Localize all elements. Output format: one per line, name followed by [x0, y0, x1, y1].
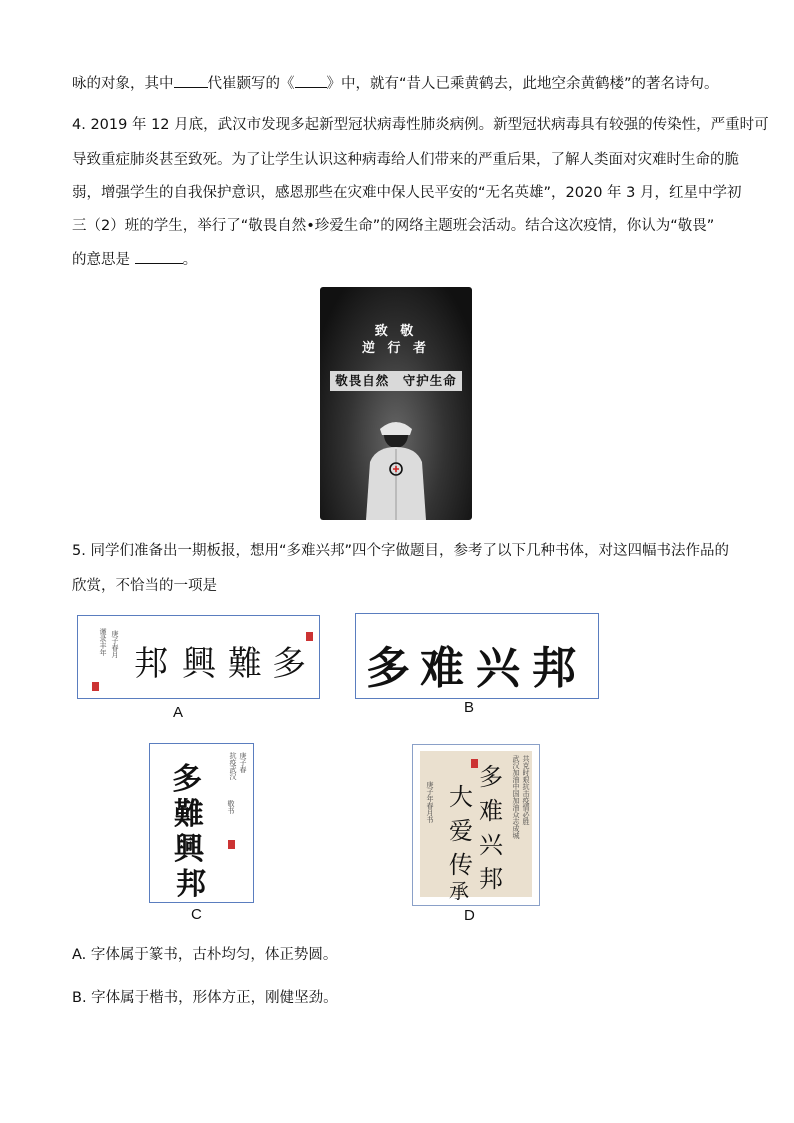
inscription-d-3: 共克时艰抗击疫情必胜 — [522, 755, 530, 825]
seal-a — [92, 682, 99, 691]
inscription-c-2: 庚子春 — [239, 752, 247, 773]
q4-line-2: 导致重症肺炎甚至致死。为了让学生认识这种病毒给人们带来的严重后果，了解人类面对灾难时生命的脆 — [72, 152, 739, 168]
prev-line — [72, 73, 719, 94]
inscription-c-3: 敬书 — [227, 800, 235, 814]
char-b-3: 兴 — [476, 643, 520, 694]
char-c-4: 邦 — [176, 867, 206, 902]
doctor-figure-illustration — [320, 287, 472, 520]
answer-blank-dynasty[interactable] — [174, 73, 208, 88]
answer-blank-meaning[interactable] — [135, 249, 183, 264]
char-c-3: 興 — [174, 832, 204, 867]
seal-c — [228, 840, 235, 849]
calligraphy-d — [412, 744, 540, 906]
label-c: C — [191, 906, 202, 923]
q4-line-1: 4. 2019 年 12 月底，武汉市发现多起新型冠状病毒性肺炎病例。新型冠状病毒具有较强的传染性，严重时可 — [72, 117, 769, 133]
char-d-1: 多 — [479, 763, 503, 791]
char-b-1: 多 — [366, 643, 410, 694]
char-d-7: 传 — [449, 851, 473, 879]
inscription-d-1: 庚子年春月书 — [426, 781, 434, 823]
seal-d — [471, 759, 478, 768]
prev-text-2: 代崔颢写的《 — [207, 76, 295, 92]
q4-line-4: 三（2）班的学生，举行了“敬畏自然•珍爱生命”的网络主题班会活动。结合这次疫情，你认为“敬畏” — [72, 218, 715, 234]
option-a[interactable]: A. 字体属于篆书，古朴均匀，体正势圆。 — [72, 947, 338, 963]
inscription-a-1: 谨录丰年 — [99, 628, 107, 656]
char-b-4: 邦 — [532, 643, 576, 694]
char-b-2: 难 — [420, 643, 464, 694]
calligraphy-b — [355, 613, 599, 699]
prev-text-3: 》中，就有“昔人已乘黄鹤去，此地空余黄鹤楼”的著名诗句。 — [326, 76, 719, 92]
option-b[interactable]: B. 字体属于楷书，形体方正，刚健坚劲。 — [72, 990, 338, 1006]
inscription-d-2: 武汉加油中国加油众志成城 — [512, 755, 520, 839]
char-d-3: 兴 — [479, 831, 503, 859]
q5-line-1: 5. 同学们准备出一期板报，想用“多难兴邦”四个字做题目，参考了以下几种书体，对这四幅书法作品的 — [72, 543, 729, 559]
q4-period: 。 — [182, 252, 198, 268]
label-d: D — [464, 907, 475, 924]
q4-line-5 — [72, 249, 197, 270]
q5-line-2: 欣赏，不恰当的一项是 — [72, 578, 217, 594]
q4-text-end: 的意思是 — [72, 252, 130, 268]
char-d-5: 大 — [449, 783, 473, 811]
char-c-1: 多 — [172, 762, 202, 797]
char-a-3: 難 — [228, 644, 262, 684]
poster-line-1: 致 敬 — [374, 324, 418, 339]
char-c-2: 難 — [174, 797, 204, 832]
char-a-4: 多 — [272, 644, 306, 684]
label-b: B — [464, 699, 475, 716]
inscription-a-2: 庚子春月 — [111, 630, 119, 658]
char-d-8: 承 — [449, 879, 469, 903]
seal-a-2 — [306, 632, 313, 641]
prev-text-1: 咏的对象，其中 — [72, 76, 174, 92]
poster-banner: 敬畏自然 守护生命 — [330, 371, 462, 391]
calligraphy-a — [77, 615, 320, 699]
calligraphy-c — [149, 743, 254, 903]
char-d-4: 邦 — [479, 865, 503, 893]
q4-line-3: 弱，增强学生的自我保护意识，感恩那些在灾难中保人民平安的“无名英雄”，2020 年 3 月，红星中学初 — [72, 185, 742, 201]
poster-line-2: 逆 行 者 — [361, 341, 431, 356]
label-a: A — [173, 704, 184, 721]
inscription-c-1: 抗疫武汉 — [229, 752, 237, 780]
char-d-2: 难 — [479, 797, 503, 825]
char-a-2: 興 — [182, 644, 216, 684]
char-a-1: 邦 — [134, 644, 168, 684]
char-d-6: 爱 — [449, 817, 473, 845]
poster-image — [320, 287, 472, 520]
answer-blank-poem[interactable] — [295, 73, 327, 88]
